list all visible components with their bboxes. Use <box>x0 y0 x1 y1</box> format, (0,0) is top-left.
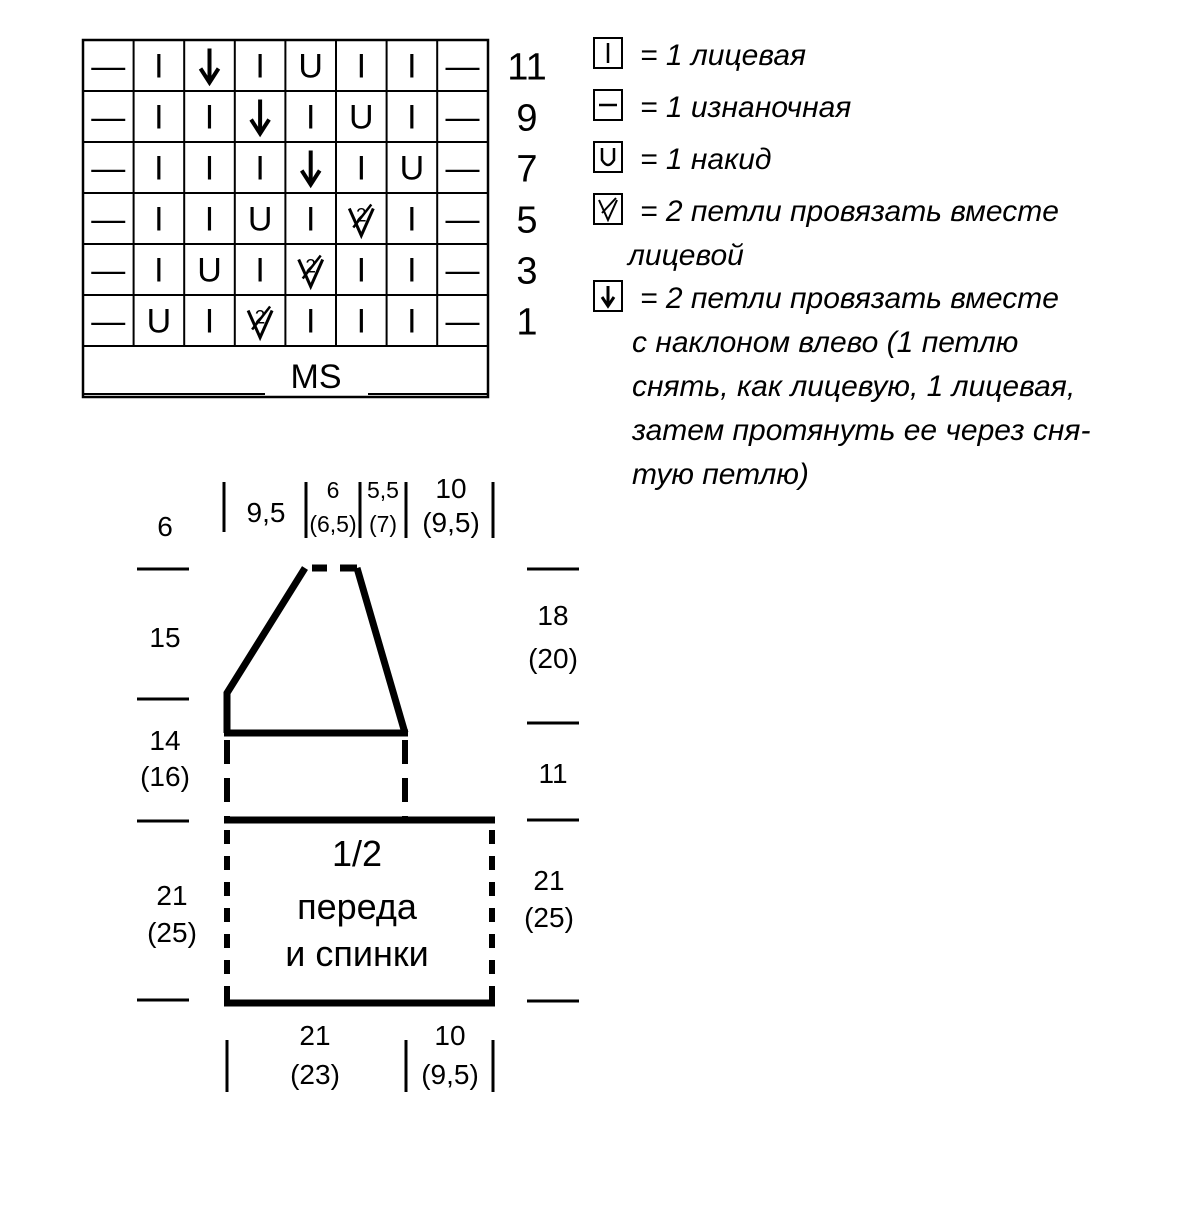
knit-stitch-glyph: I <box>204 149 215 188</box>
purl-stitch-glyph: — <box>91 47 126 86</box>
legend-item <box>594 90 851 124</box>
yarn-over-symbol <box>298 48 323 86</box>
top-dim-label: 6 <box>326 477 340 503</box>
knit-stitch-glyph: I <box>204 302 215 341</box>
top-dim-label: 10 <box>435 473 467 504</box>
knit-stitch-symbol <box>407 252 416 290</box>
yarn-over-glyph: U <box>399 149 425 188</box>
legend-item <box>594 38 806 72</box>
legend-text: = 1 лицевая <box>640 39 807 72</box>
repeat-label: MS <box>290 358 342 396</box>
top-dim-label: (7) <box>368 511 398 537</box>
left-dim-label: 15 <box>149 622 181 653</box>
top-dim-label: 5,5 <box>367 477 399 503</box>
chart-row-number: 11 <box>507 46 547 89</box>
purl-stitch-symbol <box>91 201 125 239</box>
legend-text: = 1 изнаночная <box>640 91 852 124</box>
yarn-over-symbol <box>400 150 425 188</box>
purl-stitch-glyph: — <box>91 251 126 290</box>
yarn-over-glyph: U <box>247 200 273 239</box>
legend-text: = 2 петли провязать вместе <box>640 195 1059 228</box>
knit-stitch-glyph: I <box>356 302 367 341</box>
k2tog-decrease-glyph: 2 <box>254 307 266 329</box>
chart-row-number: 9 <box>516 97 538 140</box>
right-dim-label: 11 <box>538 758 568 789</box>
k2tog-decrease-icon <box>299 256 323 287</box>
left-dim-label: 14 <box>149 725 181 756</box>
knit-stitch-symbol <box>407 99 416 137</box>
purl-stitch-symbol <box>446 252 480 290</box>
knit-legend-icon <box>594 38 622 68</box>
knit-stitch-symbol <box>154 99 163 137</box>
knit-stitch-symbol <box>357 252 366 290</box>
top-dim-label: (9,5) <box>422 507 480 538</box>
knit-stitch-glyph: I <box>305 200 316 239</box>
knit-stitch-symbol <box>205 201 214 239</box>
knit-stitch-symbol <box>357 48 366 86</box>
left-dim-label: (16) <box>140 761 190 792</box>
purl-stitch-symbol <box>91 99 125 137</box>
chart-row-number: 5 <box>516 199 538 242</box>
knit-stitch-glyph: I <box>255 47 265 86</box>
ssk-legend-icon <box>594 281 622 311</box>
purl-stitch-glyph: — <box>445 149 480 188</box>
right-dim-label: 18 <box>537 600 569 631</box>
yo-legend-icon <box>594 142 622 172</box>
left-dim-label: (25) <box>147 917 197 948</box>
yarn-over-symbol <box>197 252 222 290</box>
knit-stitch-glyph: I <box>407 98 417 137</box>
legend-text: тую петлю) <box>632 458 809 491</box>
top-dim-label: (6,5) <box>309 511 357 537</box>
bottom-dim-label: (9,5) <box>421 1059 479 1090</box>
knit-stitch-symbol <box>205 303 214 341</box>
chart-row-number: 1 <box>516 301 538 344</box>
k2tog-decrease-icon <box>349 205 373 236</box>
knit-stitch-glyph: I <box>407 200 417 239</box>
piece-label-line-2: переда <box>297 886 417 927</box>
knit-stitch-glyph: I <box>356 251 367 290</box>
legend-text: снять, как лицевую, 1 лицевая, <box>632 370 1076 403</box>
chart-row-numbers <box>507 47 546 344</box>
bottom-dim-label: (23) <box>290 1059 340 1090</box>
k2tog-decrease-glyph: 2 <box>356 205 367 227</box>
legend-text: с наклоном влево (1 петлю <box>632 326 1019 359</box>
purl-legend-icon <box>594 90 622 120</box>
bottom-dim-label: 21 <box>299 1020 331 1051</box>
knit-stitch-glyph: I <box>204 98 215 137</box>
knit-stitch-symbol <box>357 150 366 188</box>
right-dim-label: 21 <box>533 865 565 896</box>
purl-stitch-glyph: — <box>91 149 126 188</box>
ssk-decrease-icon <box>302 151 320 185</box>
knit-stitch-symbol <box>407 303 416 341</box>
knit-stitch-glyph: I <box>305 98 316 137</box>
purl-stitch-glyph: — <box>445 200 480 239</box>
purl-stitch-glyph: — <box>91 200 126 239</box>
knit-stitch-glyph: I <box>154 98 164 137</box>
knit-stitch-glyph: I <box>255 149 265 188</box>
top-dim-label: 9,5 <box>246 497 286 528</box>
right-dim-label: (25) <box>524 902 574 933</box>
knit-stitch-glyph: I <box>204 200 215 239</box>
knit-stitch-symbol <box>154 150 163 188</box>
chart-row-number: 7 <box>516 148 538 191</box>
knit-stitch-symbol <box>306 303 315 341</box>
chart-row-number: 3 <box>516 250 538 293</box>
legend-text: лицевой <box>628 239 744 272</box>
raglan-right-edge <box>357 568 405 733</box>
purl-stitch-symbol <box>446 201 480 239</box>
knit-stitch-glyph: I <box>407 47 417 86</box>
k2tog-decrease-icon <box>248 307 272 338</box>
knit-stitch-symbol <box>357 303 366 341</box>
ssk-decrease-icon <box>201 49 219 83</box>
purl-stitch-symbol <box>446 303 480 341</box>
yarn-over-glyph: U <box>349 98 374 137</box>
knit-stitch-glyph: I <box>407 251 417 290</box>
purl-stitch-glyph: — <box>445 47 480 86</box>
yarn-over-symbol <box>147 303 172 341</box>
yarn-over-symbol <box>349 99 374 137</box>
knit-stitch-symbol <box>154 48 163 86</box>
purl-stitch-glyph: — <box>91 302 126 341</box>
knit-stitch-symbol <box>255 48 264 86</box>
knit-stitch-symbol <box>255 252 264 290</box>
knit-stitch-glyph: I <box>154 47 164 86</box>
purl-stitch-symbol <box>91 150 125 188</box>
purl-stitch-symbol <box>91 252 125 290</box>
stitch-legend <box>594 38 1090 491</box>
chart-grid <box>83 40 488 346</box>
yarn-over-symbol <box>248 201 273 239</box>
stitch-chart <box>83 40 547 397</box>
yarn-over-glyph: U <box>298 47 323 86</box>
knit-stitch-symbol <box>306 201 315 239</box>
knit-stitch-symbol <box>205 150 214 188</box>
knit-stitch-glyph: I <box>154 200 164 239</box>
knit-stitch-glyph: I <box>154 149 164 188</box>
bottom-dim-label: 10 <box>434 1020 466 1051</box>
left-dim-label: 21 <box>156 880 188 911</box>
legend-item <box>594 281 1090 491</box>
legend-item <box>594 142 772 176</box>
purl-stitch-symbol <box>91 48 125 86</box>
k2tog-legend-icon <box>594 194 622 224</box>
purl-stitch-glyph: — <box>445 302 480 341</box>
knit-stitch-symbol <box>306 99 315 137</box>
knit-stitch-symbol <box>407 48 416 86</box>
purl-stitch-symbol <box>446 99 480 137</box>
purl-stitch-glyph: — <box>91 98 126 137</box>
yarn-over-glyph: U <box>146 302 172 341</box>
piece-label-line-3: и спинки <box>285 933 429 974</box>
ssk-decrease-icon <box>251 100 269 134</box>
raglan-left-edge <box>227 568 305 733</box>
purl-stitch-glyph: — <box>445 251 480 290</box>
knit-stitch-symbol <box>205 99 214 137</box>
legend-item <box>594 194 1059 272</box>
knit-stitch-glyph: I <box>407 302 417 341</box>
k2tog-decrease-glyph: 2 <box>305 256 316 278</box>
knit-stitch-glyph: I <box>356 47 367 86</box>
knit-stitch-glyph: I <box>305 302 316 341</box>
knit-stitch-symbol <box>154 201 163 239</box>
yarn-over-glyph: U <box>197 251 222 290</box>
knit-stitch-glyph: I <box>255 251 265 290</box>
legend-text: = 2 петли провязать вместе <box>640 282 1059 315</box>
knit-stitch-glyph: I <box>154 251 164 290</box>
knit-stitch-symbol <box>407 201 416 239</box>
purl-stitch-glyph: — <box>445 98 480 137</box>
purl-stitch-symbol <box>446 150 480 188</box>
right-dim-label: (20) <box>528 643 578 674</box>
legend-text: = 1 накид <box>640 143 772 176</box>
garment-schematic <box>137 473 579 1092</box>
knit-stitch-glyph: I <box>356 149 367 188</box>
left-dim-label: 6 <box>157 511 173 542</box>
legend-text: затем протянуть ее через сня- <box>632 414 1091 447</box>
purl-stitch-symbol <box>446 48 480 86</box>
knit-stitch-symbol <box>255 150 264 188</box>
knit-stitch-symbol <box>154 252 163 290</box>
piece-label-line-1: 1/2 <box>331 833 383 874</box>
purl-stitch-symbol <box>91 303 125 341</box>
